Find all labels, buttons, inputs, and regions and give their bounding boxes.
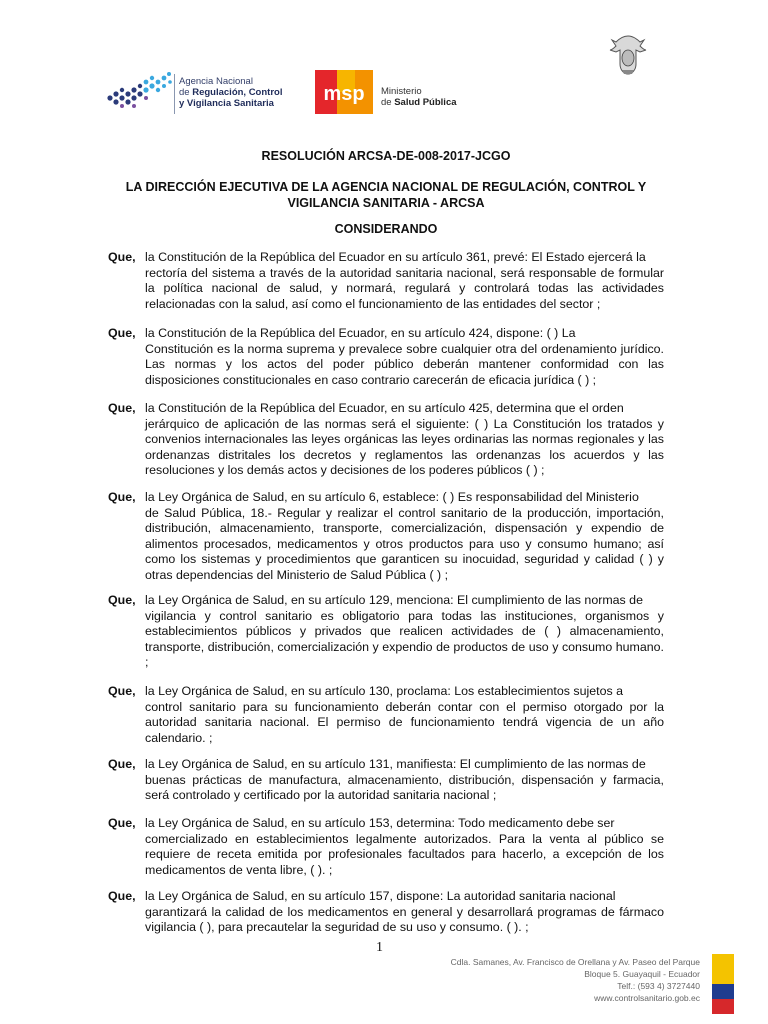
msp-logo-line2-prefix: de [381,97,395,108]
paragraph-4 [108,490,664,584]
msp-logo-line1: Ministerio [381,86,422,97]
paragraph-first-line: la Ley Orgánica de Salud, en su artículo 153, determina: Todo medicamento debe ser [145,816,615,830]
paragraph-8 [108,816,664,878]
que-label: Que, [108,326,136,340]
considerando-heading: CONSIDERANDO [334,222,438,236]
que-label: Que, [108,889,136,903]
msp-logo [315,68,470,120]
msp-logo-text [381,86,457,108]
coat-of-arms-icon [608,34,648,76]
arcsa-logo-divider [174,74,175,114]
paragraph-1 [108,250,664,312]
agency-heading-line2: VIGILANCIA SANITARIA - ARCSA [287,196,485,210]
paragraph-7 [108,757,664,804]
arcsa-logo [106,68,301,120]
paragraph-first-line: la Ley Orgánica de Salud, en su artículo 131, manifiesta: El cumplimiento de las normas de [145,757,646,771]
resolution-title: RESOLUCIÓN ARCSA-DE-008-2017-JCGO [261,149,511,163]
arcsa-logo-text [179,76,282,109]
footer-phone: Telf.: (593 4) 3727440 [617,981,700,991]
que-label: Que, [108,816,136,830]
arcsa-logo-line3: y Vigilancia Sanitaria [179,98,274,109]
msp-mark-text: msp [323,83,365,105]
paragraph-body: jerárquico de aplicación de las normas será el siguiente: ( ) La Constitución los tratados y convenios internacionales las leyes orgánicas las leyes ordinarias las normas regionales y las ordenanzas distritales los decretos y reglamentos las ordenanzas los acuerdos y las resoluciones y los demás actos y decisiones de los poderes públicos ( ) ; [145,416,664,478]
que-label: Que, [108,684,136,698]
msp-logo-line2-bold: Salud Pública [394,97,457,108]
agency-heading-line1: LA DIRECCIÓN EJECUTIVA DE LA AGENCIA NACIONAL DE REGULACIÓN, CONTROL Y [125,180,647,194]
paragraph-body: rectoría del sistema a través de la autoridad sanitaria nacional, será responsable de formular la política nacional de salud, y normará, regulará y controlará todas las actividades relacionadas con la salud, así como el funcionamiento de las entidades del sector ; [145,265,664,311]
paragraph-first-line: la Ley Orgánica de Salud, en su artículo 130, proclama: Los establecimientos sujetos a [145,684,624,698]
paragraph-body: Constitución es la norma suprema y prevalece sobre cualquier otra del ordenamiento jurídico. Las normas y los actos del poder público deberán mantener conformidad con las disposiciones constitucionales en caso contrario carecerán de eficacia jurídica ( ) ; [145,341,664,387]
que-label: Que, [108,757,136,771]
arcsa-dots-icon [106,68,176,120]
page-number: 1 [376,940,383,955]
arcsa-logo-line1: Agencia Nacional [179,76,253,87]
arcsa-logo-line2-prefix: de [179,87,193,98]
paragraph-first-line: la Ley Orgánica de Salud, en su artículo 157, dispone: La autoridad sanitaria nacional [145,889,616,903]
paragraph-3 [108,401,664,479]
paragraph-9 [108,889,664,936]
msp-logo-line2 [381,97,457,108]
footer-address [420,956,700,1004]
footer-address-line1: Cdla. Samanes, Av. Francisco de Orellana y Av. Paseo del Parque [450,957,700,967]
paragraph-body: control sanitario para su funcionamiento deberán contar con el permiso otorgado por la autoridad sanitaria nacional. El permiso de funcionamiento tendrá vigencia de un año calendario. ; [145,699,664,745]
paragraph-first-line: la Ley Orgánica de Salud, en su artículo 6, establece: ( ) Es responsabilidad del Ministerio [145,490,639,504]
paragraph-body: buenas prácticas de manufactura, almacenamiento, distribución, dispensación y farmacia, será controlado y certificado por la autoridad sanitaria nacional ; [145,772,664,803]
paragraph-first-line: la Constitución de la República del Ecuador, en su artículo 425, determina que el orden [145,401,624,415]
paragraph-2 [108,326,664,388]
que-label: Que, [108,401,136,415]
arcsa-logo-line2 [179,87,282,98]
paragraph-5 [108,593,664,671]
paragraph-6 [108,684,664,746]
paragraph-body: de Salud Pública, 18.- Regular y realizar el control sanitario de la producción, importación, distribución, almacenamiento, transporte, comercialización, dispensación y expendio de alimentos procesados, medicamentos y otros productos para uso y consumo humano; así como los sistemas y procedimientos que garanticen su inocuidad, seguridad y calidad ( ) y otras dependencias del Ministerio de Salud Pública ( ) ; [145,505,664,582]
paragraph-first-line: la Ley Orgánica de Salud, en su artículo 129, menciona: El cumplimiento de las normas de [145,593,643,607]
footer-address-line2: Bloque 5. Guayaquil - Ecuador [584,969,700,979]
paragraph-first-line: la Constitución de la República del Ecuador en su artículo 361, prevé: El Estado ejercerá la [145,250,646,264]
paragraph-first-line: la Constitución de la República del Ecuador, en su artículo 424, dispone: ( ) La [145,326,576,340]
que-label: Que, [108,490,136,504]
paragraph-body: garantizará la calidad de los medicamentos en general y desarrollará programas de fármaco vigilancia ( ), para precautelar la seguridad de su uso y consumo. ( ). ; [145,904,664,935]
flag-bar-icon [712,954,734,1014]
que-label: Que, [108,250,136,264]
paragraph-body: vigilancia y control sanitario es obligatorio para todas las instituciones, organismos y establecimientos públicos y privados que realicen actividades de ( ) almacenamiento, transporte, distribución, comercialización y expendio de productos de uso y consumo humano. ; [145,608,664,670]
agency-heading [110,179,662,211]
paragraph-body: comercializado en establecimientos legalmente autorizados. Para la venta al público se requiere de receta emitida por profesionales facultados para hacerlo, a excepción de los medicamentos de venta libre, ( ). ; [145,831,664,877]
arcsa-logo-line2-bold: Regulación, Control [192,87,283,98]
footer-website: www.controlsanitario.gob.ec [594,993,700,1003]
que-label: Que, [108,593,136,607]
msp-mark-icon [315,70,373,114]
